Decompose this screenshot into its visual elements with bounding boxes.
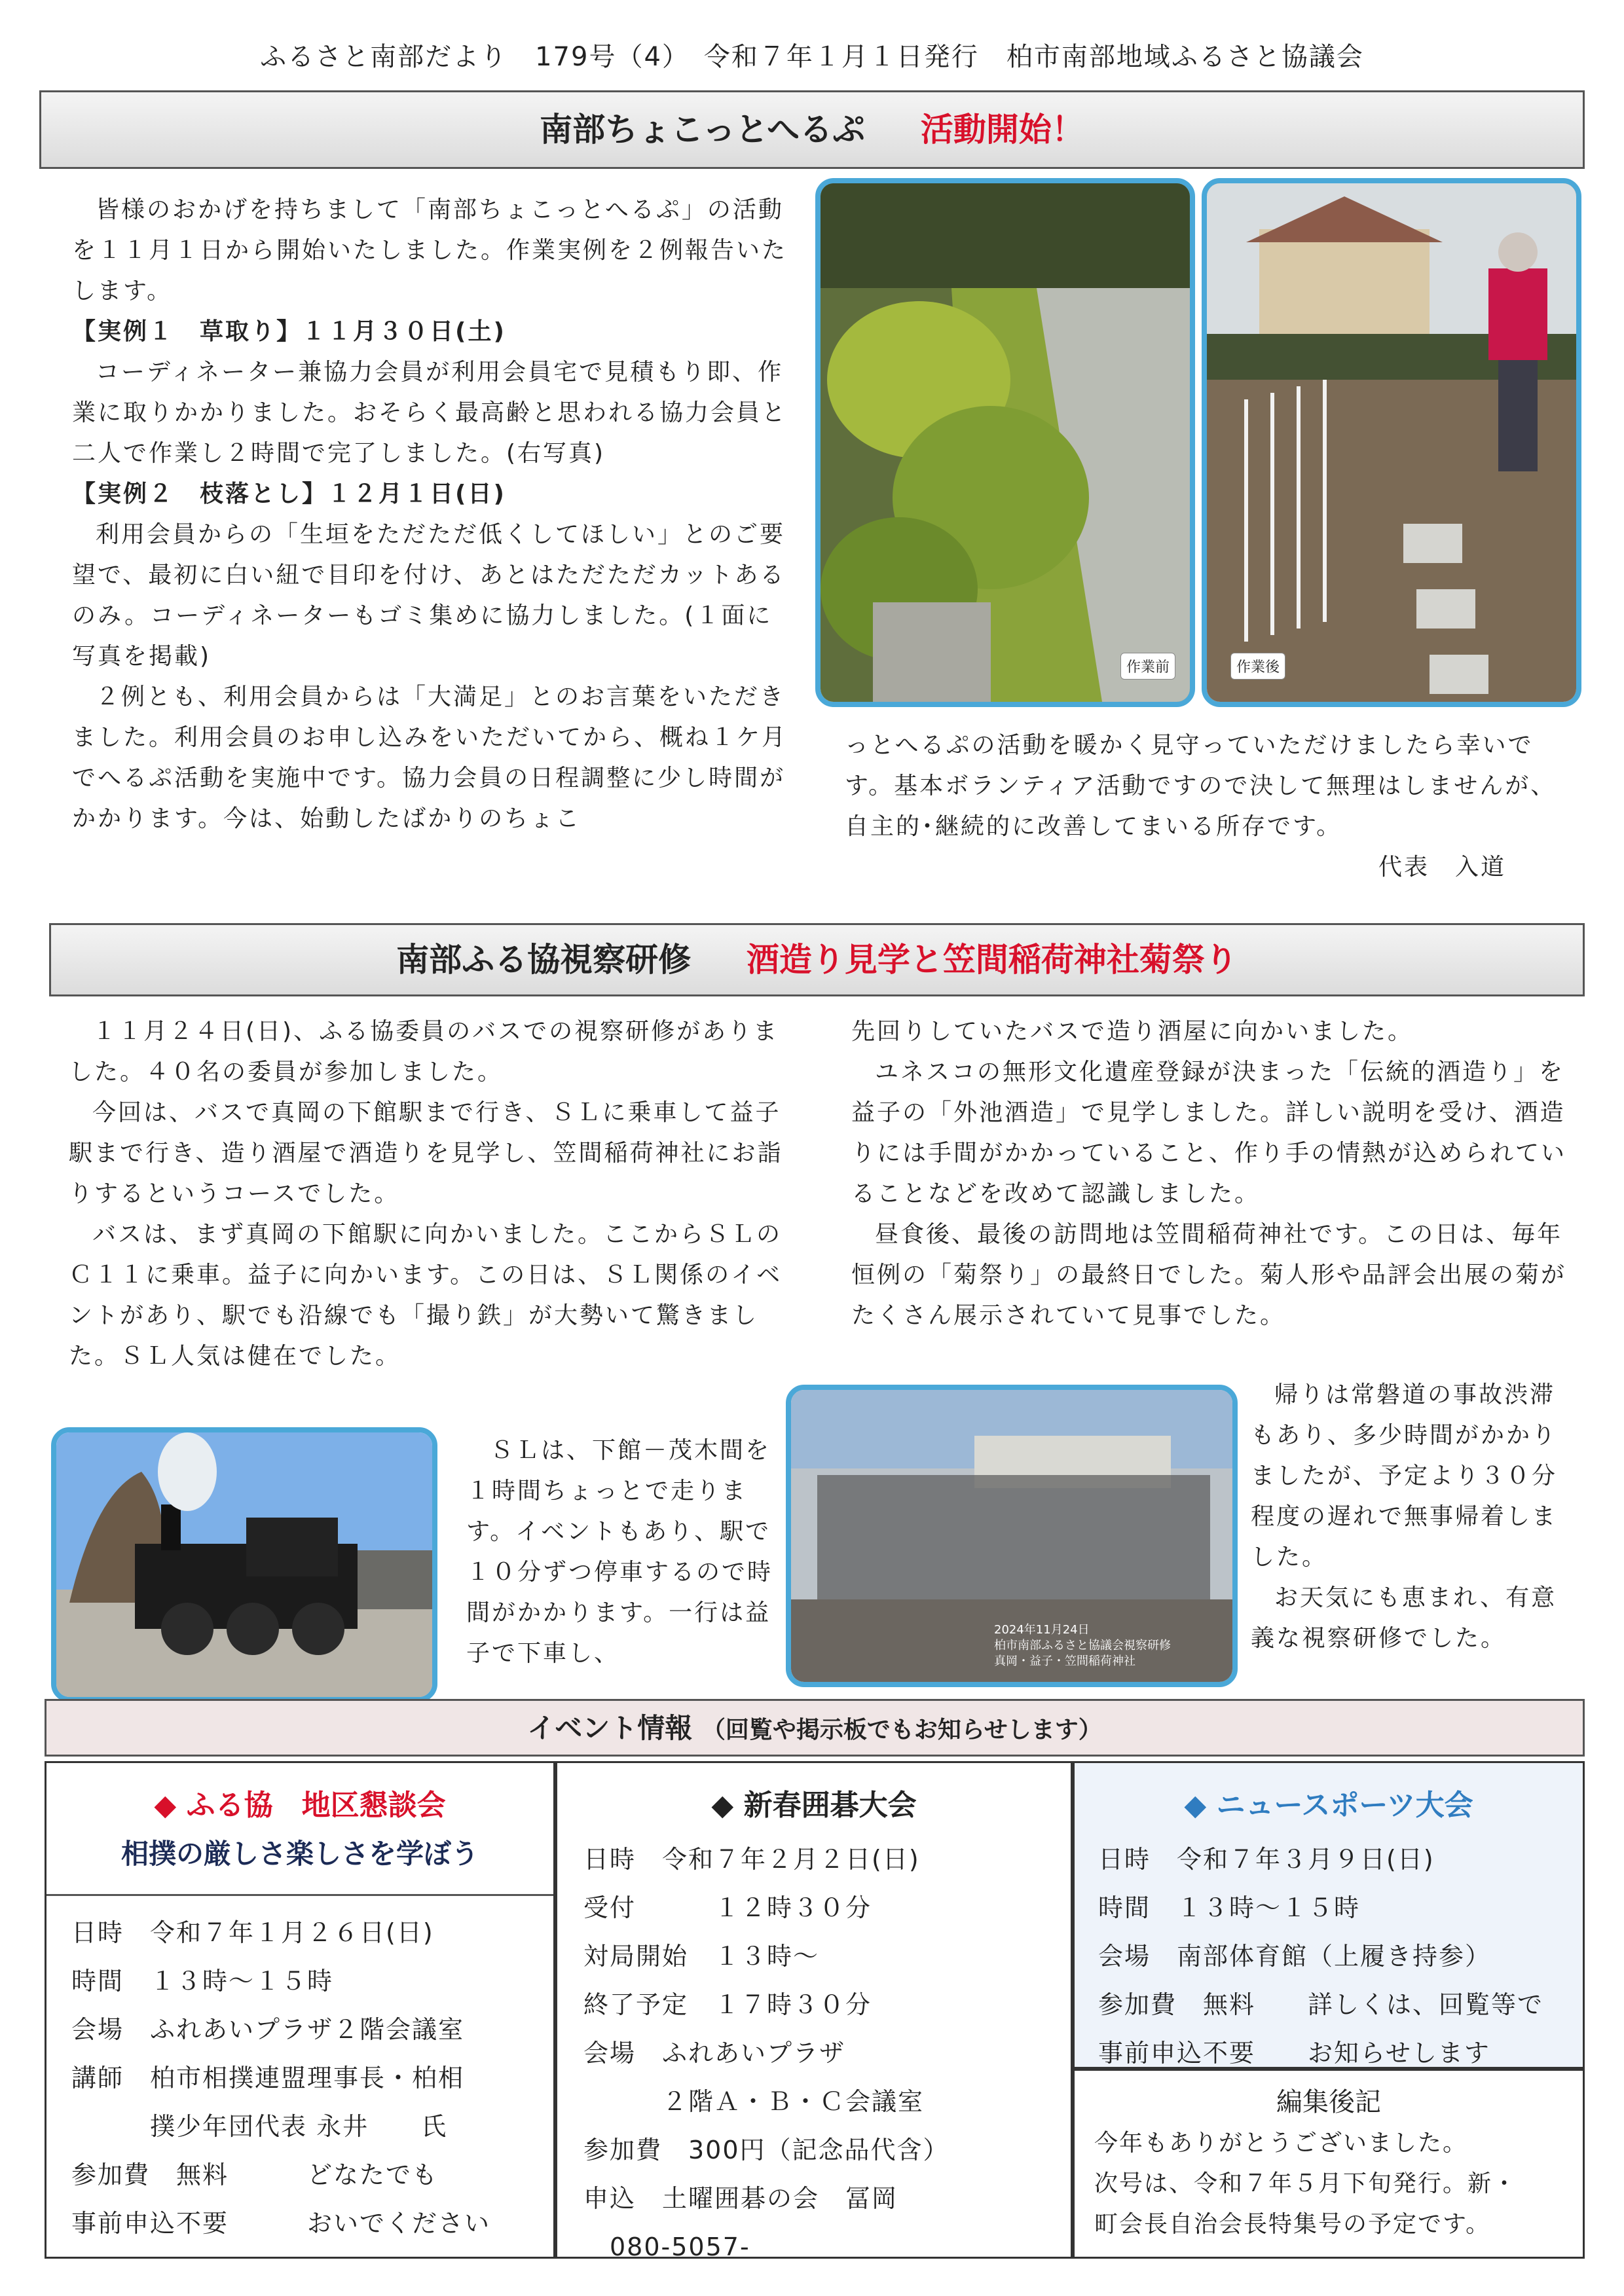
editor-note-row: 次号は、令和７年５月下旬発行。新・ xyxy=(1094,2170,1518,2197)
signature: 代表 入道 xyxy=(1378,854,1506,881)
photo-group xyxy=(786,1385,1238,1687)
section2-title-highlight: 酒造り見学と笠間稲荷神社菊祭り xyxy=(746,941,1238,979)
event2-row: 受付 １２時３０分 xyxy=(583,1893,872,1922)
events-title-bar xyxy=(45,1699,1585,1757)
event2-row: 会場 ふれあいプラザ xyxy=(583,2039,846,2068)
paragraph: １１月２４日(日)、ふる協委員のバスでの視察研修がありました。４０名の委員が参加しました。 xyxy=(69,1018,779,1085)
editor-note-title: 編集後記 xyxy=(1276,2087,1381,2117)
example1-heading: 【実例１ 草取り】１１月３０日(土) xyxy=(72,318,506,345)
event1-row: 撲少年団代表 永井 氏 xyxy=(71,2112,448,2141)
paragraph: ２例とも、利用会員からは「大満足」とのお言葉をいただきました。利用会員のお申し込みをいただいてから、概ね１ケ月でへるぷ活動を実施中です。協力会員の日程調整に少し時間がかかります。今は、始動したばかりのちょこ xyxy=(72,683,788,832)
paragraph: ユネスコの無形文化遺産登録が決まった「伝統的酒造り」を益子の「外池酒造」で見学しました。詳しい説明を受け、酒造りには手間がかかっていること、作り手の情熱が込められていることなどを改めて認識しました。 xyxy=(851,1059,1567,1207)
event1-row: 時間 １３時～１５時 xyxy=(71,1967,334,1995)
event1-row: 日時 令和７年１月２６日(日) xyxy=(71,1918,434,1947)
event1-row: 講師 柏市相撲連盟理事長・柏相 xyxy=(71,2064,465,2092)
event1-row: 参加費 無料 どなたでも xyxy=(71,2160,439,2189)
paragraph: 皆様のおかげを持ちまして「南部ちょこっとへるぷ」の活動を１１月１日から開始いたしました。作業実例を２例報告いたします。 xyxy=(72,196,788,304)
example2-heading: 【実例２ 枝落とし】１２月１日(日) xyxy=(72,481,506,507)
event2-title: ◆ 新春囲碁大会 xyxy=(711,1789,917,1822)
events-subtitle: （回覧や掲示板でもお知らせします） xyxy=(701,1717,1102,1743)
event3-row: 会場 南部体育館（上履き持参） xyxy=(1098,1942,1492,1971)
event1-row: 会場 ふれあいプラザ２階会議室 xyxy=(71,2015,465,2044)
editor-note-row: 町会長自治会長特集号の予定です。 xyxy=(1094,2211,1491,2238)
paragraph: ＳＬは、下館－茂木間を１時間ちょっとで走ります。イベントもあり、駅で１０分ずつ停車するので時間がかかります。一行は益子で下車し、 xyxy=(466,1437,773,1667)
event2-row: 対局開始 １３時～ xyxy=(583,1942,820,1971)
page-header: ふるさと南部だより 179号（4） 令和７年１月１日発行 柏市南部地域ふるさと協議会 xyxy=(260,42,1364,72)
event-card-kondankai xyxy=(45,1761,555,2259)
event-card-newsports xyxy=(1073,1761,1585,2069)
events-title: イベント情報 xyxy=(527,1712,693,1744)
section2-title: 南部ふる協視察研修 xyxy=(396,941,692,979)
section2-body-left xyxy=(69,1011,789,1377)
paragraph: 昼食後、最後の訪問地は笠間稲荷神社です。この日は、毎年恒例の「菊祭り」の最終日でした。菊人形や品評会出展の菊がたくさん展示されていて見事でした。 xyxy=(851,1221,1567,1329)
event3-row: 参加費 無料 詳しくは、回覧等で xyxy=(1098,1990,1544,2019)
event3-row: 時間 １３時～１５時 xyxy=(1098,1893,1361,1922)
paragraph: っとへるぷの活動を暖かく見守っていただけましたら幸いです。基本ボランティア活動ですので決して無理はしませんが、自主的･継続的に改善してまいる所存です。 xyxy=(845,732,1557,840)
paragraph: 利用会員からの「生垣をただただ低くしてほしい」とのご要望で、最初に白い紐で目印を付け、あとはただただカットあるのみ。コーディネーターもゴミ集めに協力しました。(１面に写真を掲載) xyxy=(72,521,786,670)
paragraph: お天気にも恵まれ、有意義な視察研修でした。 xyxy=(1251,1584,1557,1652)
photo-before-label: 作業前 xyxy=(1120,653,1175,680)
event-card-igo xyxy=(555,1761,1073,2259)
paragraph: 先回りしていたバスで造り酒屋に向かいました。 xyxy=(851,1018,1414,1045)
event1-subtitle: 相撲の厳しさ楽しさを学ぼう xyxy=(120,1838,479,1870)
section1-title: 南部ちょこっとへるぷ xyxy=(540,111,866,149)
group-photo-caption-title: 柏市南部ふるさと協議会視察研修 xyxy=(994,1639,1171,1652)
paragraph: コーディネーター兼協力会員が利用会員宅で見積もり即、作業に取りかかりました。おそらく最高齢と思われる協力会員と二人で作業し２時間で完了しました。(右写真) xyxy=(72,359,788,467)
event3-row: 事前申込不要 お知らせします xyxy=(1098,2039,1490,2068)
section2-body-right xyxy=(851,1011,1585,1336)
section2-title-bar xyxy=(49,923,1585,996)
section1-title-bar xyxy=(39,90,1585,169)
section2-body-left-lower xyxy=(466,1430,787,1674)
section1-body xyxy=(72,190,792,839)
section1-body-right xyxy=(845,725,1578,888)
event1-row: 事前申込不要 おいでください xyxy=(71,2209,491,2238)
photo-after-weeding xyxy=(1202,178,1581,707)
event2-phone: 080-5057- xyxy=(583,2232,750,2261)
event2-row: 申込 土曜囲碁の会 冨岡 xyxy=(583,2184,898,2213)
photo-after-label: 作業後 xyxy=(1230,653,1285,680)
editor-note xyxy=(1073,2069,1585,2259)
section1-title-highlight: 活動開始！ xyxy=(920,111,1084,149)
event3-row: 日時 令和７年３月９日(日) xyxy=(1098,1845,1435,1874)
paragraph: バスは、まず真岡の下館駅に向かいました。ここからＳＬのＣ１１に乗車。益子に向かいます。この日は、ＳＬ関係のイベントがあり、駅でも沿線でも「撮り鉄」が大勢いて驚きました。ＳＬ人気は健在でした。 xyxy=(69,1221,783,1370)
event2-row: ２階Ａ・Ｂ・Ｃ会議室 xyxy=(583,2087,925,2116)
event1-title: ◆ ふる協 地区懇談会 xyxy=(154,1789,446,1822)
group-photo-caption-places: 真岡・益子・笠間稲荷神社 xyxy=(994,1654,1135,1668)
paragraph: 今回は、バスで真岡の下館駅まで行き、ＳＬに乗車して益子駅まで行き、造り酒屋で酒造りを見学し、笠間稲荷神社にお詣りするというコースでした。 xyxy=(69,1099,783,1207)
event3-title: ◆ ニュースポーツ大会 xyxy=(1184,1789,1473,1822)
photo-steam-locomotive xyxy=(51,1427,437,1702)
group-photo-caption-date: 2024年11月24日 xyxy=(994,1623,1090,1637)
event2-row: 終了予定 １７時３０分 xyxy=(583,1990,872,2019)
event2-row: 日時 令和７年２月２日(日) xyxy=(583,1845,920,1874)
section2-body-right-lower xyxy=(1251,1375,1565,1659)
editor-note-row: 今年もありがとうございました。 xyxy=(1094,2130,1468,2157)
event2-row: 参加費 300円（記念品代含） xyxy=(583,2136,950,2164)
photo-before-weeding xyxy=(815,178,1195,707)
paragraph: 帰りは常磐道の事故渋滞もあり、多少時間がかかりましたが、予定より３０分程度の遅れで無事帰着しました。 xyxy=(1251,1381,1558,1571)
